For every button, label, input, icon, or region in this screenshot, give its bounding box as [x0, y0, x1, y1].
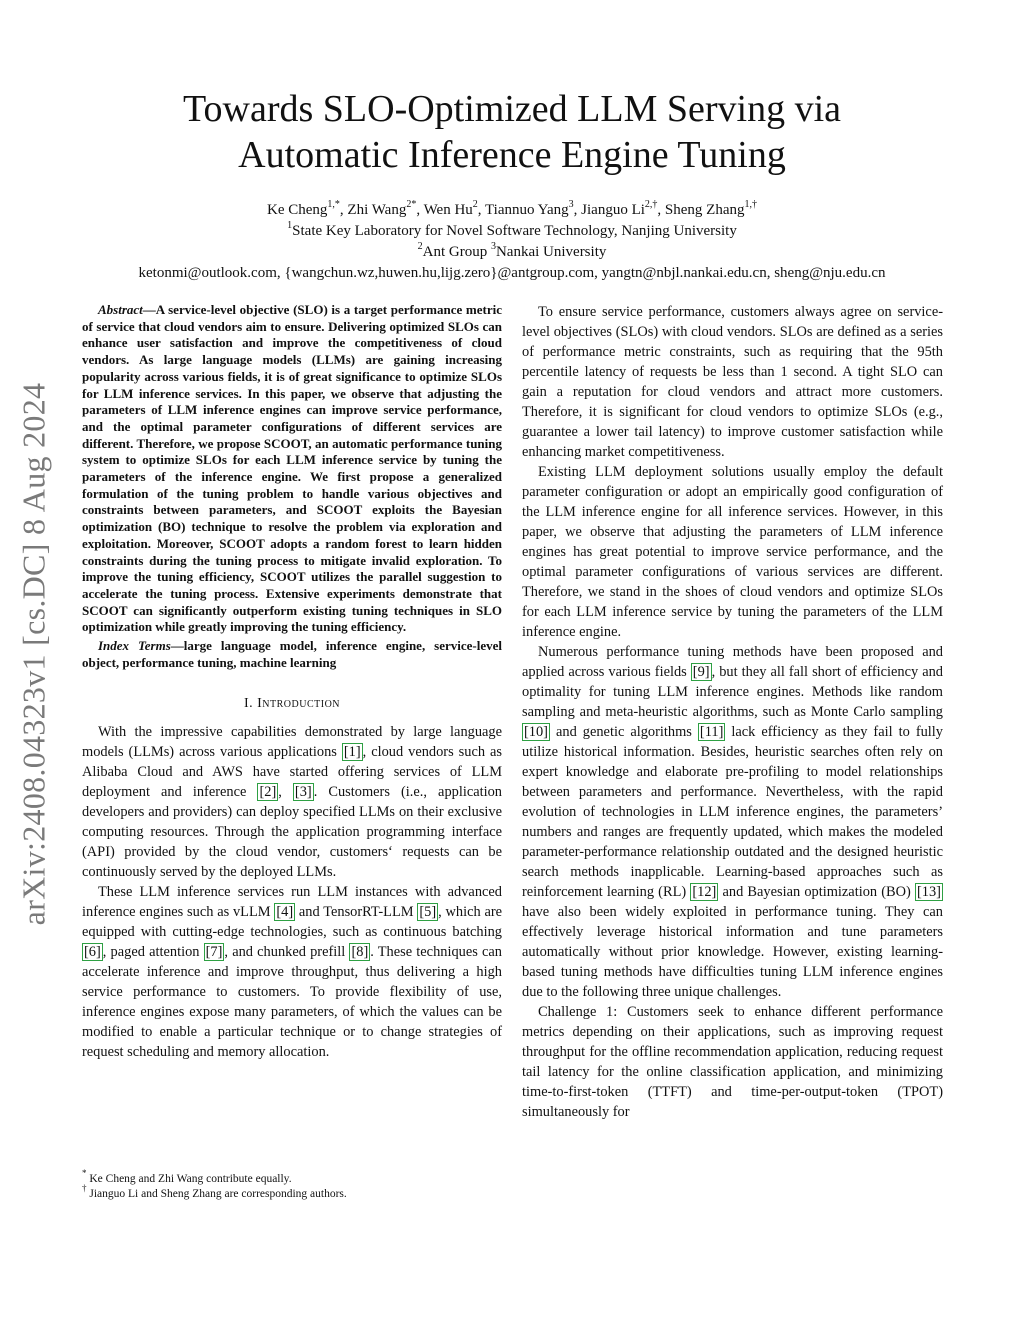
citation-link[interactable]: [1]: [343, 744, 361, 761]
author-sup: 1,*: [327, 199, 340, 210]
author-name: Tiannuo Yang: [485, 202, 569, 218]
footnotes: [82, 1168, 502, 1202]
footnote: † Jianguo Li and Sheng Zhang are corresponding authors.: [82, 1183, 347, 1200]
author-sup: 2*: [406, 199, 417, 210]
author-name: Wen Hu: [423, 202, 473, 218]
abstract-label: Abstract: [98, 302, 143, 317]
right-column: [522, 302, 943, 1122]
author-name: Ke Cheng: [267, 202, 328, 218]
citation-link[interactable]: [8]: [351, 944, 369, 961]
citation-link[interactable]: [7]: [205, 944, 223, 961]
author-names: Ke Cheng$^{1,*}$, Zhi Wang$^{2*}$, Wen Hu$^2$, Tiannuo Yang$^3$, Jianguo $Li^{2,\dagger}$, Sheng Zhang$^{1,\dagger}$: [267, 199, 757, 218]
abstract-text: —A service-level objective (SLO) is a target performance metric of service that cloud vendors aim to ensure. Delivering optimized SLOs can enhance user satisfaction and improve the competitiveness of cloud vendors. As large language models (LLMs) are gaining increasing popularity across various fields, it is of great significance to optimize SLOs for LLM inference services. In this paper, we observe that adjusting the parameters of LLM inference engines can improve service performance, and the optimal parameter configurations of different services are different. Therefore, we propose SCOOT, an automatic performance tuning system to optimize SLOs for each LLM inference service by tuning the parameters of the inference engine. We first propose a generalized formulation of the tuning problem to handle various objectives and constraints between parameters, and SCOOT exploits the Bayesian optimization (BO) technique to resolve the problem via exploration and exploitation. Moreover, SCOOT adopts a random forest to learn hidden constraints during the tuning process to mitigate invalid exploration. To improve the tuning efficiency, SCOOT utilizes the parallel suggestion to accelerate the tuning process. Extensive experiments demonstrate that SCOOT can significantly outperform existing tuning techniques in SLO optimization while greatly improving the tuning efficiency.: [82, 302, 502, 635]
author-sup: 1,†: [744, 199, 757, 210]
author-emails: ketonmi@outlook.com, {wangchun.wz,huwen.hu,lijg.zero}@antgroup.com, yangtn@nbjl.nankai.edu.cn, sheng@nju.edu.cn: [138, 265, 886, 281]
citation-link[interactable]: [4]: [276, 904, 294, 921]
paragraph: Numerous performance tuning methods have been proposed and applied across various fields [9] , but they all fall short of efficiency and optimality for tuning LLM inference engines. Methods like random sampling and meta-heuristic algorithms, such as Monte Carlo sampling [10] and genetic algorithms [11] lack efficiency as they fail to fully utilize historical information. Besides, heuristic searches often rely on expert knowledge and elaborate pre-profiling to model relationships between parameters and performance. Nevertheless, with the rapid evolution of technologies in LLM inference engines, the parameters’ numbers and ranges are frequently updated, which makes the modeled parameter-performance relationship outdated and the designed heuristic search methods inapplicable. Learning-based approaches such as reinforcement learning (RL) [12] and Bayesian optimization (BO) [13] have also been widely exploited in performance tuning. They can effectively leverage historical information and tune parameters automatically without prior knowledge. However, existing learning-based tuning methods have difficulties tuning LLM inference engines due to the following three unique challenges.: [522, 644, 943, 1000]
author-name: Sheng Zhang: [664, 202, 745, 218]
author-name: Jianguo Li: [581, 202, 645, 218]
citation-link[interactable]: [3]: [294, 784, 312, 801]
paper-title: [80, 86, 944, 178]
citation-link[interactable]: [6]: [84, 944, 101, 961]
paragraph: With the impressive capabilities demonstrated by large language models (LLMs) across various applications [1] , cloud vendors such as Alibaba Cloud and AWS have started offering services of LLM deployment and inference [2] , [3] . Customers (i.e., application developers and providers) can deploy specified LLMs on their exclusive computing resources. Through the application programming interface (API) provided by the cloud vendor, customers‘ requests can be continuously served by the deployed LLMs.: [82, 724, 502, 881]
arxiv-sidebar: [10, 348, 58, 960]
index-terms-label: Index Terms: [98, 638, 171, 654]
citation-link[interactable]: [10]: [524, 724, 548, 740]
title-line-1: Towards SLO-Optimized LLM Serving via: [182, 88, 841, 130]
citation-link[interactable]: [5]: [419, 904, 437, 921]
author-name: Zhi Wang: [347, 202, 407, 218]
left-column: [82, 302, 502, 1062]
affiliation-2: $^2$Ant Group $^3$Nankai University: [417, 241, 607, 260]
citation-link[interactable]: [13]: [917, 884, 941, 900]
index-terms: [82, 638, 502, 671]
paragraph: Existing LLM deployment solutions usually employ the default parameter configuration or adopt an empirically good configuration of the LLM inference engine for all inference services. However, in this paper, we observe that adjusting the parameters of LLM inference engines has great potential to improve service performance, and the optimal parameter configurations of various services are different. Therefore, we stand in the shoes of cloud vendors and optimize SLOs for each LLM inference service by tuning the parameters of the LLM inference engine.: [522, 464, 943, 640]
index-terms-text: —large language model, inference engine, service-level object, performance tuning, machine learning: [82, 638, 503, 670]
citation-link[interactable]: [11]: [699, 724, 724, 740]
author-sup: 2: [472, 199, 478, 210]
title-line-2: Automatic Inference Engine Tuning: [238, 134, 786, 176]
section-heading: I. Introduction: [243, 696, 341, 712]
citation-link[interactable]: [12]: [692, 884, 717, 900]
arxiv-identifier: arXiv:2408.04323v1 [cs.DC] 8 Aug 2024: [15, 382, 52, 926]
citation-link[interactable]: [2]: [259, 784, 277, 801]
author-block: [60, 200, 964, 284]
citation-link[interactable]: [9]: [692, 664, 710, 680]
paragraph: These LLM inference services run LLM instances with advanced inference engines such as vLLM [4] and TensorRT-LLM [5] , which are equipped with cutting-edge technologies, such as continuous batching [6] , paged attention [7] , and chunked prefill [8] . These techniques can accelerate inference and improve throughput, thus delivering a high service performance to customers. To provide flexibility of use, inference engines expose many parameters, of which the values can be modified to enable a particular technique or to change strategies of request scheduling and memory allocation.: [82, 884, 503, 1061]
author-sup: 2,†: [644, 199, 658, 210]
author-sup: 3: [568, 199, 574, 210]
paragraph: To ensure service performance, customers always agree on service-level objectives (SLOs) with cloud vendors. SLOs are defined as a series of performance metric constraints, such as requiring that the 95th percentile latency of requests be less than 1 second. A tight SLO can gain a reputation for cloud vendors and attract more customers. Therefore, it is significant for cloud vendors to optimize SLOs (e.g., guarantee a lower tail latency) to improve customer satisfaction while enhancing market competitiveness.: [522, 304, 943, 460]
affiliation-1: $^1$State Key Laboratory for Novel Software Technology, Nanjing University: [287, 220, 737, 239]
abstract: [82, 302, 502, 636]
paragraph: Challenge 1: Customers seek to enhance different performance metrics depending on their applications, such as improving request throughput for the offline recommendation application, reducing request tail latency for the online classification application, and minimizing time-to-first-token (TTFT) and time-per-output-token (TPOT) simultaneously for: [522, 1004, 943, 1120]
footnote: * Ke Cheng and Zhi Wang contribute equally.: [82, 1168, 292, 1185]
